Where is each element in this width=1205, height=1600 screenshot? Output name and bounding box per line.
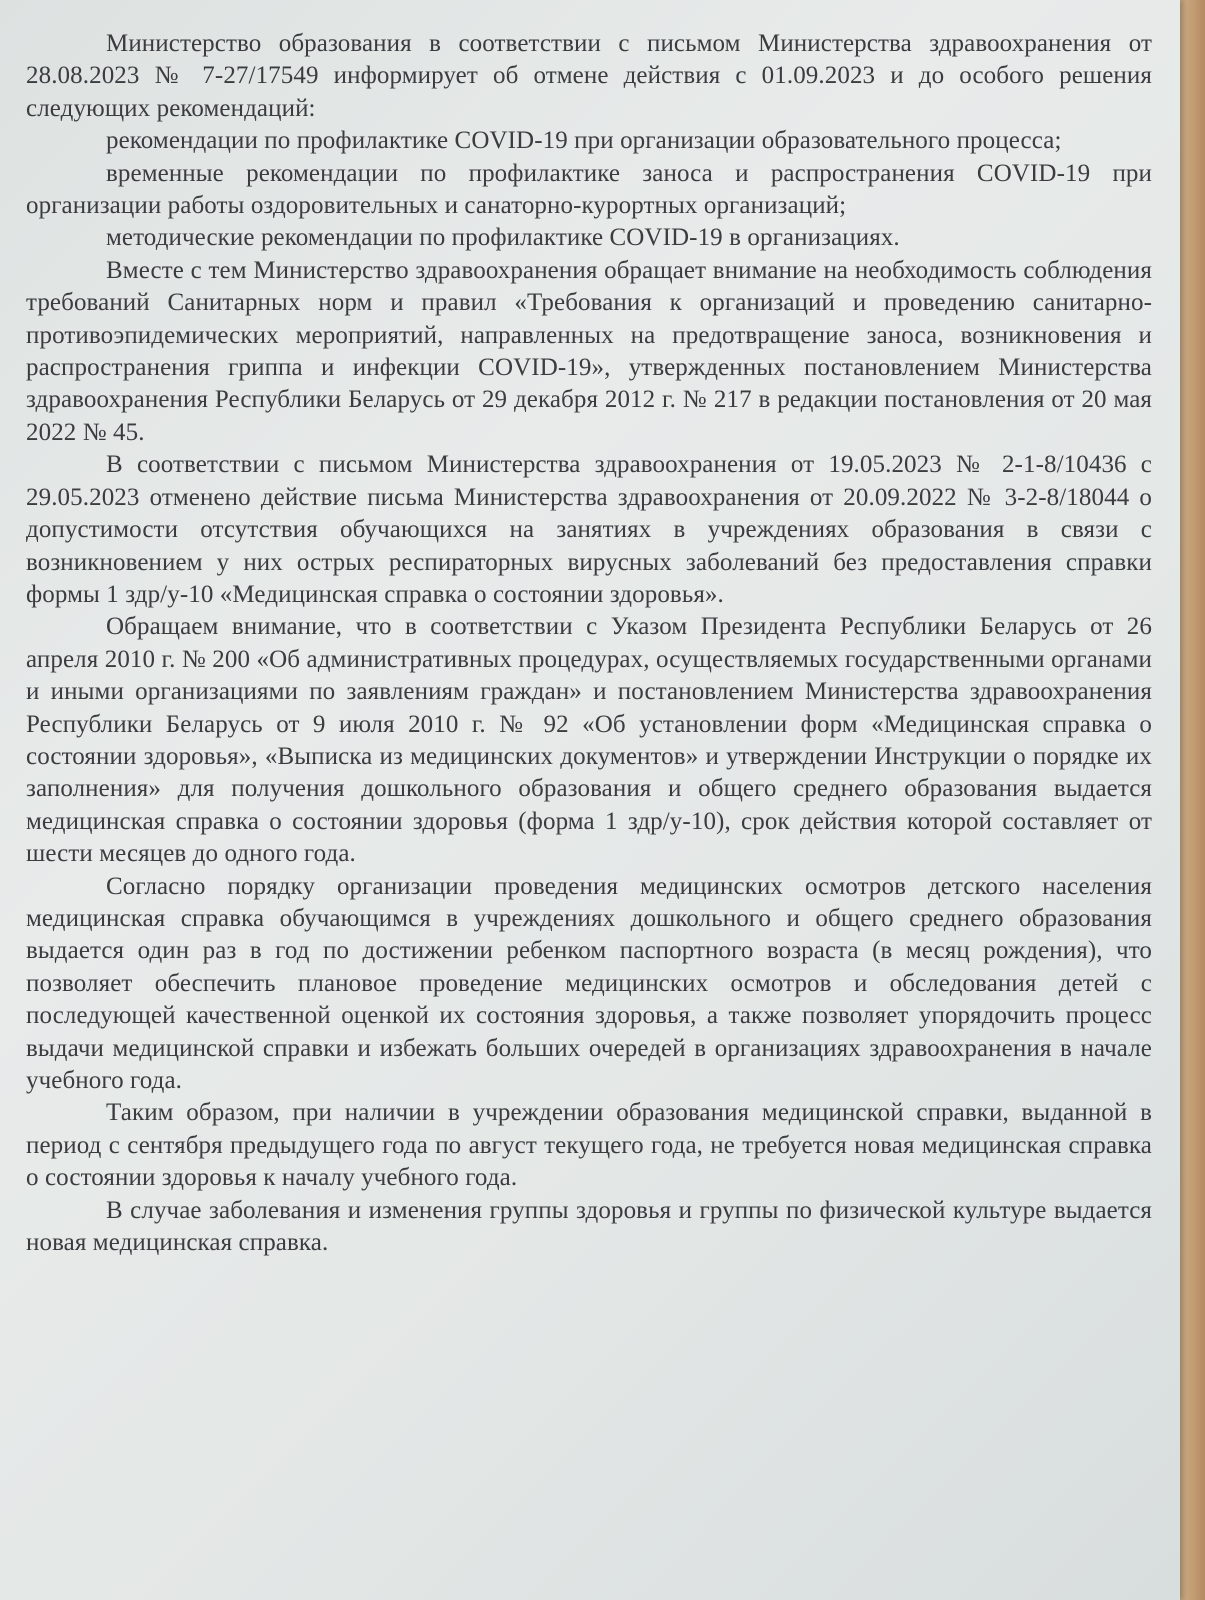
paragraph-letter-cancellation: В соответствии с письмом Министерства здравоохранения от 19.05.2023 № 2-1-8/10436 с 29.05.2023 отменено действие письма Министерства здравоохранения от 20.09.2022 № 3-2-8/18044 о допустимости отсутствия обучающихся на занятиях в учреждениях образования в связи с возникновением у них острых респираторных вирусных заболеваний без предоставления справки формы 1 здр/у-10 «Медицинская справка о состоянии здоровья».: [26, 451, 1152, 608]
document-body: [26, 28, 1152, 1259]
paragraph-item-1: рекомендации по профилактике COVID-19 при организации образовательного процесса;: [106, 127, 1062, 155]
paragraph-procedure: Согласно порядку организации проведения медицинских осмотров детского населения медицинская справка обучающимся в учреждениях дошкольного и общего среднего образования выдается один раз в год по достижении ребенком паспортного возраста (в месяц рождения), что позволяет обеспечить плановое проведение медицинских осмотров и обследования детей с последующей качественной оценкой их состояния здоровья, а также позволяет упорядочить процесс выдачи медицинской справки и избежать больших очередей в организациях здравоохранения в начале учебного года.: [26, 872, 1152, 1094]
paragraph-sanitary-norms: Вместе с тем Министерство здравоохранения обращает внимание на необходимость соблюдения требований Санитарных норм и правил «Требования к организаций и проведению санитарно-противоэпидемических мероприятий, направленных на предотвращение заноса, возникновения и распространения гриппа и инфекции COVID-19», утвержденных постановлением Министерства здравоохранения Республики Беларусь от 29 декабря 2012 г. № 217 в редакции постановления от 20 мая 2022 № 45.: [26, 256, 1152, 446]
paragraph-item-3: методические рекомендации по профилактике COVID-19 в организациях.: [106, 224, 900, 252]
paragraph-item-2: временные рекомендации по профилактике заноса и распространения COVID-19 при организации работы оздоровительных и санаторно-курортных организаций;: [26, 159, 1152, 220]
paragraph-decree: Обращаем внимание, что в соответствии с Указом Президента Республики Беларусь от 26 апреля 2010 г. № 200 «Об административных процедурах, осуществляемых государственными органами и иными организациями по заявлениям граждан» и постановлением Министерства здравоохранения Республики Беларусь от 9 июля 2010 г. № 92 «Об установлении форм «Медицинская справка о состоянии здоровья», «Выписка из медицинских документов» и утверждении Инструкции о порядке их заполнения» для получения дошкольного образования и общего среднего образования выдается медицинская справка о состоянии здоровья (форма 1 здр/у-10), срок действия которой составляет от шести месяцев до одного года.: [26, 613, 1152, 868]
paragraph-illness: В случае заболевания и изменения группы здоровья и группы по физической культуре выдается новая медицинская справка.: [26, 1196, 1152, 1257]
paragraph-intro: Министерство образования в соответствии с письмом Министерства здравоохранения от 28.08.2023 № 7-27/17549 информирует об отмене действия с 01.09.2023 и до особого решения следующих рекомендаций:: [26, 30, 1152, 122]
paragraph-conclusion: Таким образом, при наличии в учреждении образования медицинской справки, выданной в период с сентября предыдущего года по август текущего года, не требуется новая медицинская справка о состоянии здоровья к началу учебного года.: [26, 1099, 1152, 1192]
